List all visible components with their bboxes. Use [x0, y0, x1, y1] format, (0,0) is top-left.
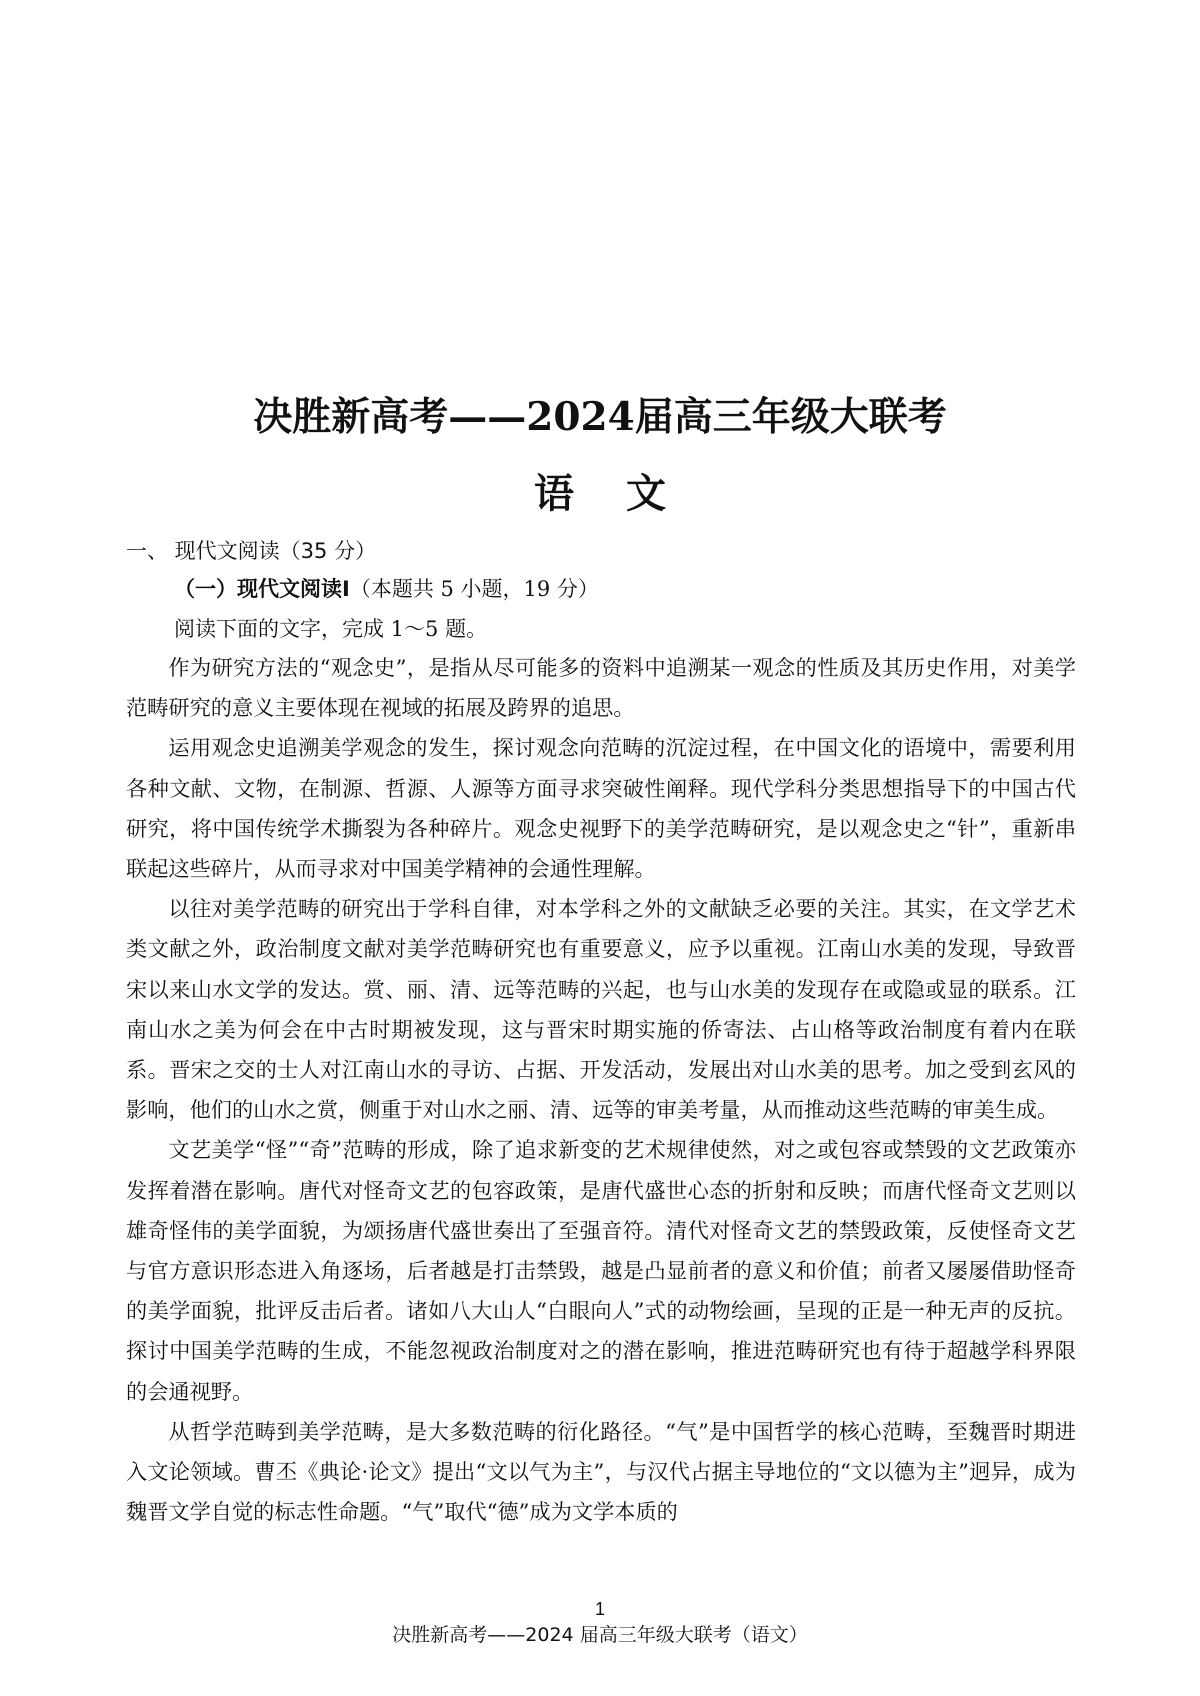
- page-footer: 决胜新高考——2024 届高三年级大联考（语文）: [392, 1624, 808, 1646]
- reading-instruction: 阅读下面的文字，完成 1～5 题。: [174, 617, 488, 641]
- subject-title: [0, 468, 1200, 520]
- subsection-heading: [174, 572, 599, 606]
- subject-char-1: 语: [534, 470, 574, 517]
- page-number: 1: [594, 1599, 605, 1619]
- paragraph-4: 文艺美学“怪”“奇”范畴的形成，除了追求新变的艺术规律使然，对之或包容或禁毁的文艺政策亦发挥着潜在影响。唐代对怪奇文艺的包容政策，是唐代盛世心态的折射和反映；而唐代怪奇文艺则以雄奇怪伟的美学面貌，为颂扬唐代盛世奏出了至强音符。清代对怪奇文艺的禁毁政策，反使怪奇文艺与官方意识形态进入角逐场，后者越是打击禁毁，越是凸显前者的意义和价值；前者又屡屡借助怪奇的美学面貌，批评反击后者。诸如八大山人“白眼向人”式的动物绘画，呈现的正是一种无声的反抗。探讨中国美学范畴的生成，不能忽视政治制度对之的潜在影响，推进范畴研究也有待于超越学科界限的会通视野。: [126, 1137, 1076, 1404]
- reading-passage: [126, 648, 1076, 1532]
- subsection-note: （本题共 5 小题，19 分）: [349, 577, 599, 601]
- paragraph-5: 从哲学范畴到美学范畴，是大多数范畴的衍化路径。“气”是中国哲学的核心范畴，至魏晋时期进入文论领域。曹丕《典论·论文》提出“文以气为主”，与汉代占据主导地位的“文以德为主”迥异，成为魏晋文学自觉的标志性命题。“气”取代“德”成为文学本质的: [126, 1418, 1076, 1525]
- paragraph-2: 运用观念史追溯美学观念的发生，探讨观念向范畴的沉淀过程，在中国文化的语境中，需要利用各种文献、文物，在制源、哲源、人源等方面寻求突破性阐释。现代学科分类思想指导下的中国古代研究，将中国传统学术撕裂为各种碎片。观念史视野下的美学范畴研究，是以观念史之“针”，重新串联起这些碎片，从而寻求对中国美学精神的会通性理解。: [126, 735, 1076, 882]
- subject-char-2: 文: [626, 470, 666, 517]
- subsection-title: （一）现代文阅读Ⅰ: [174, 577, 350, 601]
- section-heading: 一、 现代文阅读（35 分）: [126, 539, 377, 563]
- paragraph-3: 以往对美学范畴的研究出于学科自律，对本学科之外的文献缺乏必要的关注。其实，在文学艺术类文献之外，政治制度文献对美学范畴研究也有重要意义，应予以重视。江南山水美的发现，导致晋宋以来山水文学的发达。赏、丽、清、远等范畴的兴起，也与山水美的发现存在或隐或显的联系。江南山水之美为何会在中古时期被发现，这与晋宋时期实施的侨寄法、占山格等政治制度有着内在联系。晋宋之交的士人对江南山水的寻访、占据、开发活动，发展出对山水美的思考。加之受到玄风的影响，他们的山水之赏，侧重于对山水之丽、清、远等的审美考量，从而推动这些范畴的审美生成。: [126, 896, 1076, 1123]
- paragraph-1: 作为研究方法的“观念史”，是指从尽可能多的资料中追溯某一观念的性质及其历史作用，对美学范畴研究的意义主要体现在视域的拓展及跨界的追思。: [126, 655, 1076, 721]
- exam-title: 决胜新高考——2024届高三年级大联考: [253, 394, 947, 440]
